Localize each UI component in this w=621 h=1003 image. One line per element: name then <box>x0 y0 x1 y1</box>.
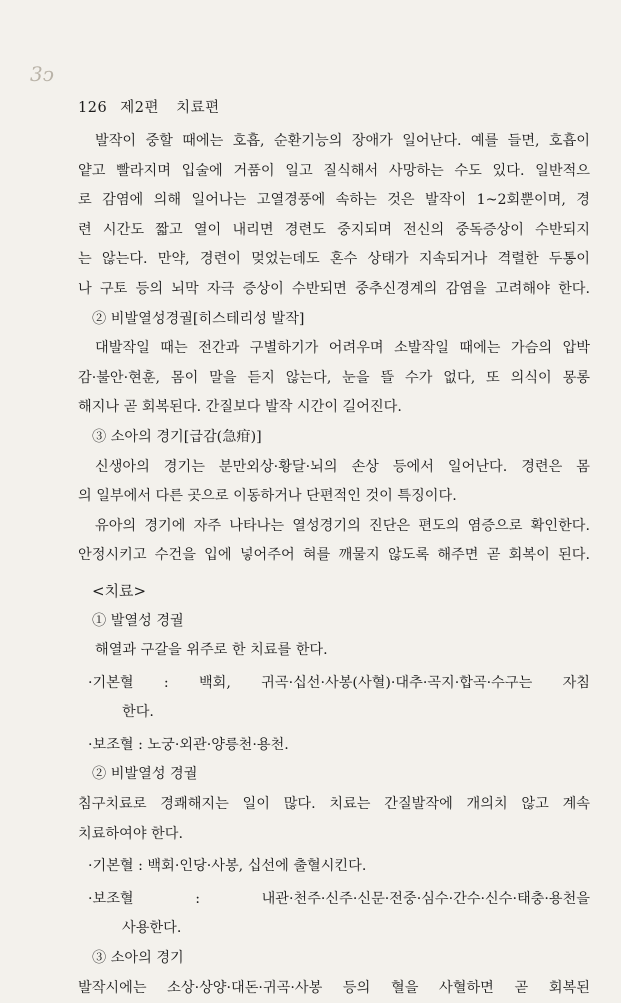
text-line: 침구치료로 경쾌해지는 일이 많다. 치료는 간질발작에 개의치 않고 계속 <box>78 796 590 813</box>
subheading: ① 발열성 경궐 <box>92 612 184 629</box>
point-list-line: ·기본혈 : 백회, 귀곡·십선·사봉(사혈)·대추·곡지·합곡·수구는 자침 <box>88 674 590 691</box>
text-line: 로 감염에 의해 일어나는 고열경풍에 속하는 것은 발작이 1~2회뿐이며, 경 <box>78 192 590 209</box>
section-title: 치료편 <box>176 100 220 116</box>
text-line: 안정시키고 수건을 입에 넣어주어 혀를 깨물지 않도록 해주면 곧 회복이 된다. <box>78 547 590 564</box>
text-line: 치료하여야 한다. <box>78 825 183 842</box>
text-line: 해열과 구갈을 위주로 한 치료를 한다. <box>95 642 328 659</box>
text-line: 발작시에는 소상·상양·대돈·귀곡·사봉 등의 혈을 사혈하면 곧 회복된 <box>78 979 590 996</box>
page-number: 126 <box>78 100 108 116</box>
text-line: 유아의 경기에 자주 나타나는 열성경기의 진단은 편도의 염증으로 확인한다. <box>95 517 590 534</box>
text-line: 신생아의 경기는 분만외상·황달·뇌의 손상 등에서 일어난다. 경련은 몸 <box>95 458 590 475</box>
running-header <box>78 96 220 117</box>
page-content <box>78 127 590 1003</box>
text-line: 발작이 중할 때에는 호흡, 순환기능의 장애가 일어난다. 예를 들면, 호흡이 <box>95 133 590 149</box>
point-list-line: ·보조혈 : 노궁·외관·양릉천·용천. <box>88 736 289 753</box>
point-list-line: ·보조혈 : 내관·천주·신주·신문·전중·심수·간수·신수·태충·용천을 <box>88 890 590 907</box>
margin-pencil-mark: 3ↄ <box>30 62 54 86</box>
text-line: 얕고 빨라지며 입술에 거품이 일고 질식해서 사망하는 수도 있다. 일반적으 <box>78 162 590 179</box>
text-line: 대발작일 때는 전간과 구별하기가 어려우며 소발작일 때에는 가슴의 압박 <box>95 340 590 357</box>
point-list-line: 사용한다. <box>122 920 182 937</box>
subheading: ③ 소아의 경기 <box>92 950 184 967</box>
text-line: 해지나 곧 회복된다. 간질보다 발작 시간이 길어진다. <box>78 399 402 416</box>
text-line: 의 일부에서 다른 곳으로 이동하거나 단편적인 것이 특징이다. <box>78 488 457 505</box>
point-list-line: ·기본혈 : 백회·인당·사봉, 십선에 출혈시킨다. <box>88 858 367 875</box>
subheading: ② 비발열성 경궐 <box>92 766 198 783</box>
subheading: ③ 소아의 경기[급감(急疳)] <box>92 428 262 445</box>
part-label: 제2편 <box>120 100 160 116</box>
treatment-heading: <치료> <box>92 581 147 600</box>
text-line: 감·불안·현훈, 몸이 말을 듣지 않는다, 눈을 뜰 수가 없다, 또 의식이 몽롱 <box>78 369 590 386</box>
text-line: 련 시간도 짧고 열이 내리면 경련도 중지되며 전신의 중독증상이 수반되지 <box>78 221 590 238</box>
subheading: ② 비발열성경궐[히스테리성 발작] <box>92 310 305 327</box>
text-line: 는 않는다. 만약, 경련이 멎었는데도 혼수 상태가 지속되거나 격렬한 두통이 <box>78 251 590 268</box>
text-line: 나 구토 등의 뇌막 자극 증상이 수반되면 중추신경계의 감염을 고려해야 한다. <box>78 280 590 297</box>
point-list-line: 한다. <box>122 704 154 721</box>
